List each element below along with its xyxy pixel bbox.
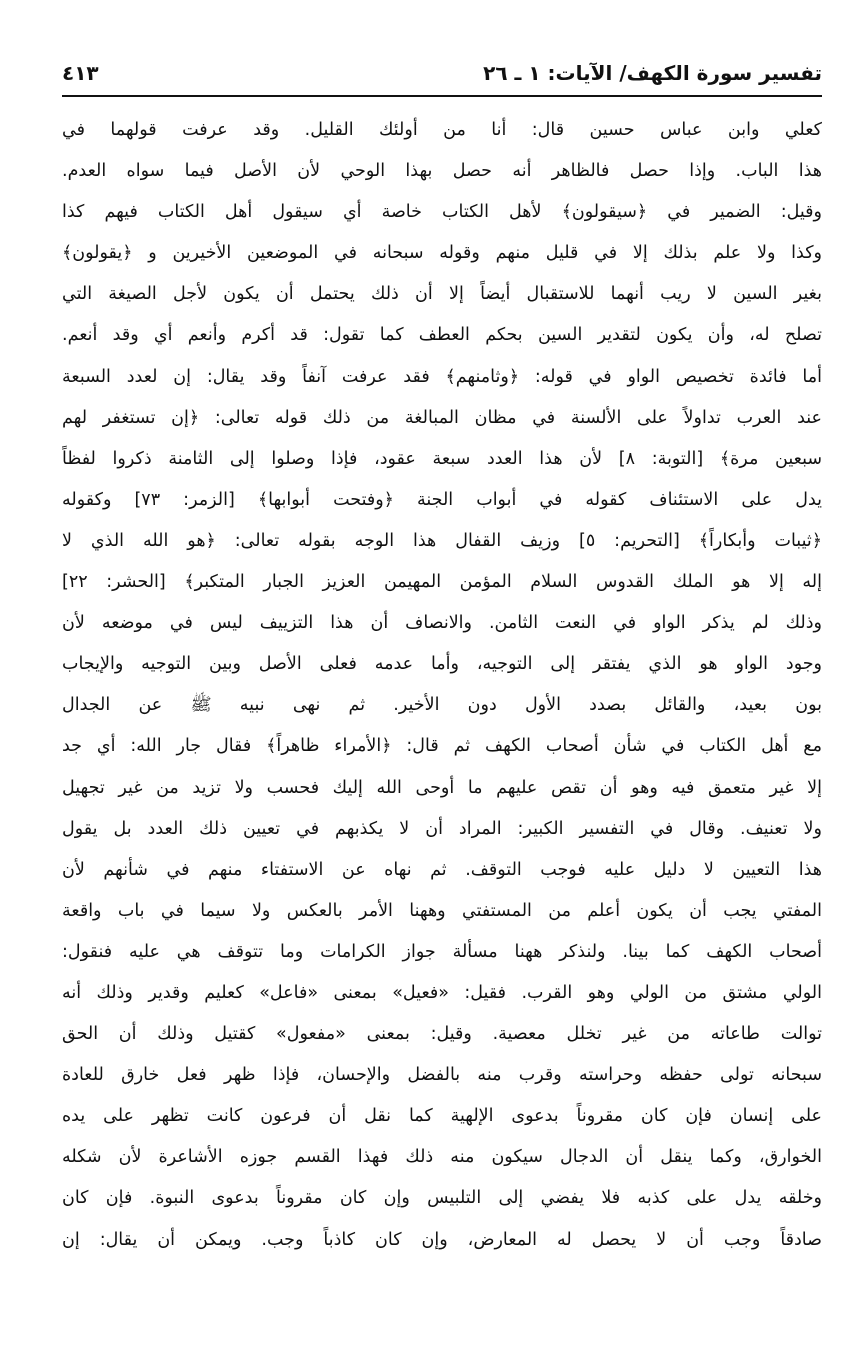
text-line: ولا تعنيف. وقال في التفسير الكبير: المراد أن لا يكذبهم في تعيين ذلك العدد بل يقول bbox=[62, 818, 822, 839]
text-line: سبعين مرة﴾ [التوبة: ٨] لأن هذا العدد سبعة عقود، فإذا وصلوا إلى الثامنة ذكروا لفظاً bbox=[62, 448, 822, 469]
text-line: وقيل: الضمير في ﴿سيقولون﴾ لأهل الكتاب خاصة أي سيقول أهل الكتاب فيهم كذا bbox=[62, 202, 822, 223]
text-line: وجود الواو هو الذي يفتقر إلى التوجيه، وأما عدمه فعلى الأصل وبين التوجيه والإيجاب bbox=[62, 654, 822, 675]
text-line: تصلح له، وأن يكون لتقدير السين بحكم العطف كما تقول: قد أكرم وأنعم أي وقد أنعم. bbox=[62, 325, 822, 346]
text-line: الولي مشتق من الولي وهو القرب. فقيل: «فعيل» بمعنى «فاعل» كعليم وقدير وذلك أنه bbox=[62, 982, 822, 1003]
text-line: عند العرب تداولاً على الألسنة في مظان المبالغة من ذلك قوله تعالى: ﴿إن تستغفر لهم bbox=[62, 407, 822, 428]
running-header bbox=[62, 58, 822, 92]
text-line: إلا غير متعمق فيه وهو أن تقص عليهم ما أوحى الله إليك فحسب ولا تزيد من غير تجهيل bbox=[62, 777, 822, 798]
text-line: سبحانه تولى حفظه وحراسته وقرب منه بالفضل والإحسان، فإذا ظهر فعل خارق للعادة bbox=[62, 1065, 822, 1086]
text-line: أما فائدة تخصيص الواو في قوله: ﴿وثامنهم﴾ فقد عرفت آنفاً وقد يقال: إن لعدد السبعة bbox=[62, 366, 822, 387]
text-line: ﴿ثيبات وأبكاراً﴾ [التحريم: ٥] وزيف القفال هذا الوجه بقوله تعالى: ﴿هو الله الذي لا bbox=[62, 530, 822, 551]
header-title: تفسير سورة الكهف/ الآيات: ١ ـ ٢٦ bbox=[483, 61, 822, 85]
text-line: وذلك لم يذكر الواو في النعت الثامن. والانصاف أن هذا التزييف ليس في موضعه لأن bbox=[62, 613, 822, 634]
text-line: يدل على الاستئناف كقوله في أبواب الجنة ﴿وفتحت أبوابها﴾ [الزمر: ٧٣] وكقوله bbox=[62, 489, 822, 510]
text-line: صادقاً وجب أن لا يحصل له المعارض، وإن كان كاذباً وجب. ويمكن أن يقال: إن bbox=[62, 1229, 822, 1250]
text-line: هذا التعيين لا دليل عليه فوجب التوقف. ثم نهاه عن الاستفتاء منهم في شأنهم لأن bbox=[62, 859, 822, 880]
text-line: الخوارق، وكما ينقل أن الدجال سيكون منه ذلك فهذا القسم جوزه الأشاعرة لأن شكله bbox=[62, 1147, 822, 1168]
page-number: ٤١٣ bbox=[62, 61, 99, 85]
text-line: بون بعيد، والقائل بصدد الأول دون الأخير. ثم نهى نبيه ﷺ عن الجدال bbox=[62, 695, 822, 716]
body-text bbox=[62, 110, 822, 1261]
text-line: على إنسان فإن كان مقروناً بدعوى الإلهية كما نقل أن فرعون كانت تظهر على يده bbox=[62, 1106, 822, 1127]
text-line: كعلي وابن عباس حسين قال: أنا من أولئك القليل. وقد عرفت قولهما في bbox=[62, 120, 822, 140]
text-line: وخلقه يدل على كذبه فلا يفضي إلى التلبيس وإن كان مقروناً بدعوى النبوة. فإن كان bbox=[62, 1188, 822, 1209]
text-line: بغير السين لا ريب أنهما للاستقبال أيضاً إلا أن ذلك يحتمل أن يكون لأجل الصيغة التي bbox=[62, 284, 822, 305]
text-line: إله إلا هو الملك القدوس السلام المؤمن المهيمن العزيز الجبار المتكبر﴾ [الحشر: ٢٢] bbox=[62, 572, 822, 593]
header-divider bbox=[62, 95, 822, 97]
text-line: هذا الباب. وإذا حصل فالظاهر أنه حصل بهذا الوحي لأن الأصل فيما سواه العدم. bbox=[62, 161, 822, 182]
text-line: أصحاب الكهف كما بينا. ولنذكر ههنا مسألة جواز الكرامات وما تتوقف هي عليه فنقول: bbox=[62, 941, 822, 962]
text-line: توالت طاعاته من غير تخلل معصية. وقيل: بمعنى «مفعول» كقتيل وذلك أن الحق bbox=[62, 1024, 822, 1045]
text-line: وكذا ولا علم بذلك إلا في قليل منهم وقوله سبحانه في الموضعين الأخيرين و ﴿يقولون﴾ bbox=[62, 243, 822, 264]
text-line: المفتي يجب أن يكون أعلم من المستفتي وههنا الأمر بالعكس ولا سيما في باب واقعة bbox=[62, 900, 822, 921]
text-line: مع أهل الكتاب في شأن أصحاب الكهف ثم قال: ﴿الأمراء ظاهراً﴾ فقال جار الله: أي جد bbox=[62, 736, 822, 757]
